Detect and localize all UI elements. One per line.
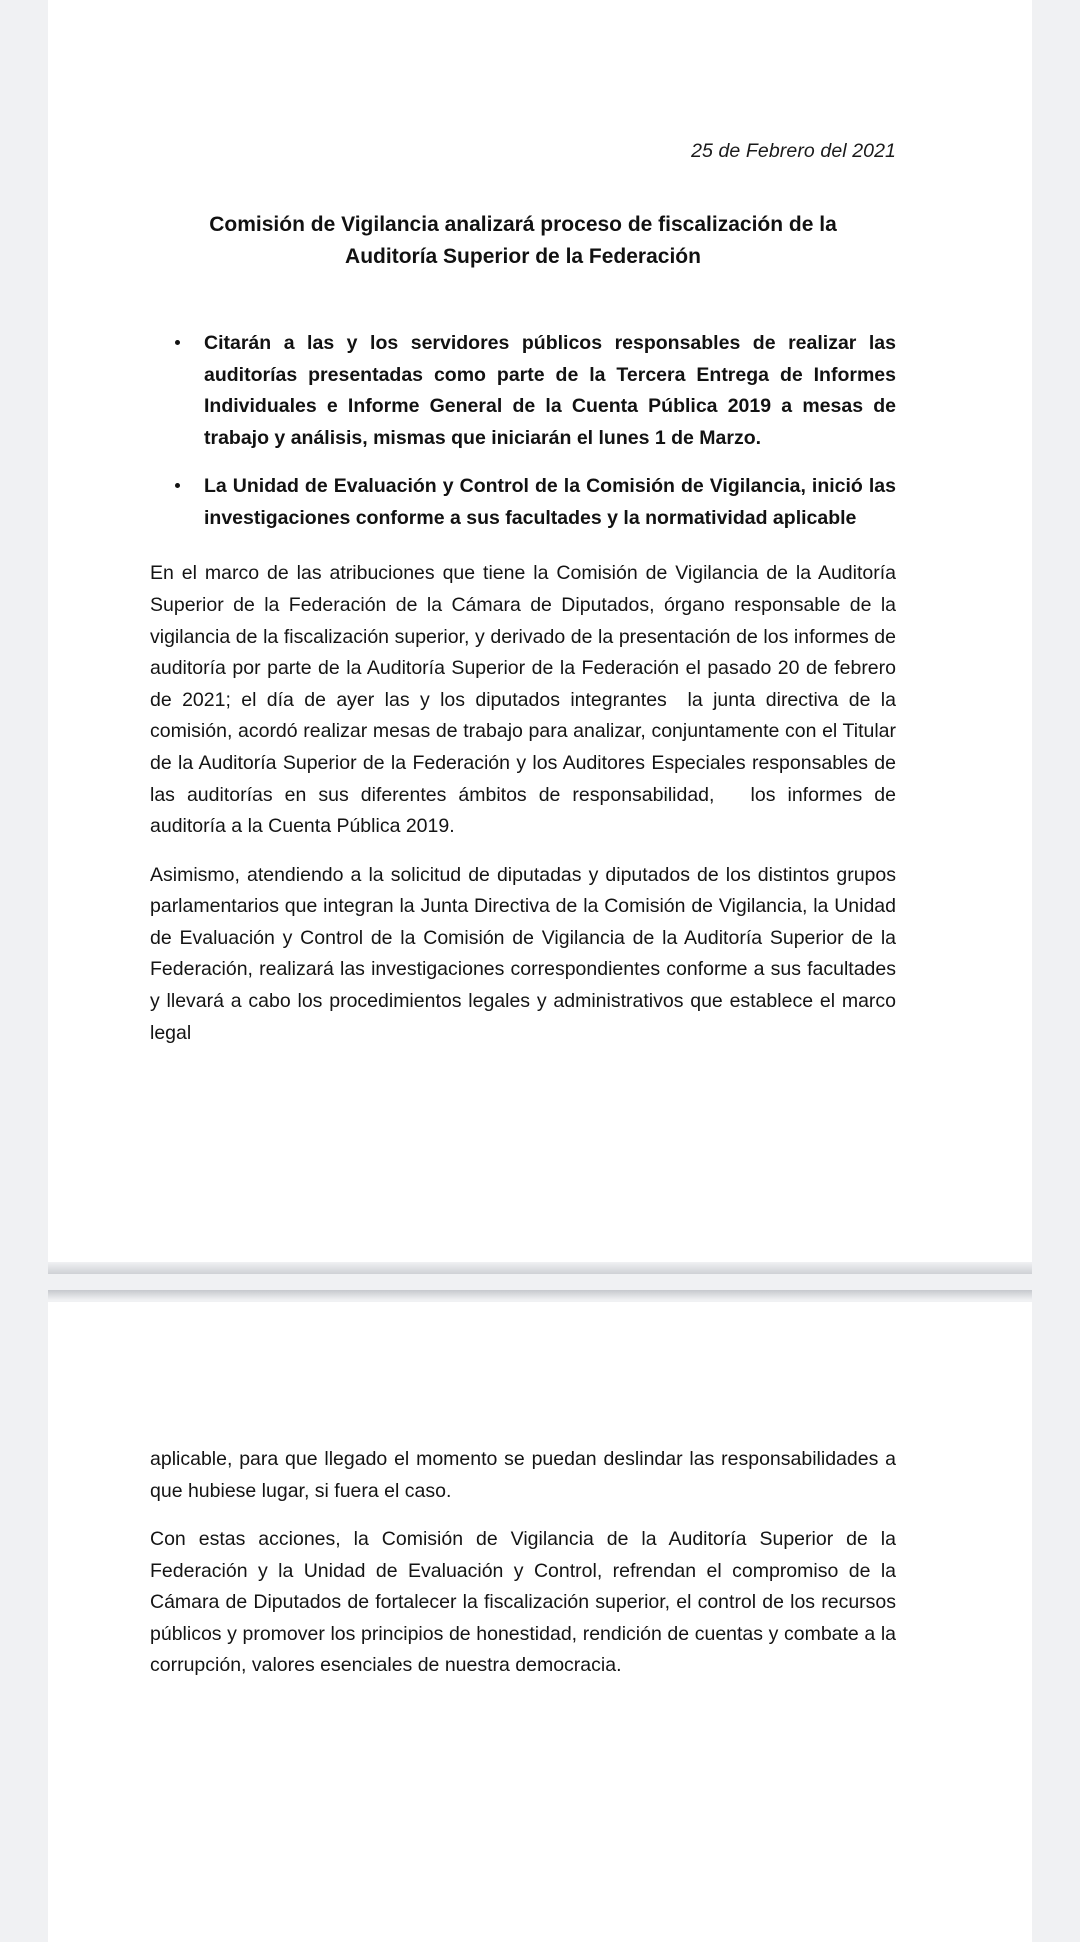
list-item-text: La Unidad de Evaluación y Control de la Comisión de Vigilancia, inició las investigaciones conforme a sus facultades y la normatividad aplicable xyxy=(204,475,896,529)
page1-body xyxy=(150,558,902,1049)
paragraph: aplicable, para que llegado el momento se puedan deslindar las responsabilidades a que hubiese lugar, si fuera el caso. xyxy=(150,1448,902,1502)
document-date: 25 de Febrero del 2021 xyxy=(691,140,896,162)
page-title: Comisión de Vigilancia analizará proceso de fiscalización de la Auditoría Superior de la Federación xyxy=(209,213,837,268)
document-page-2 xyxy=(48,1302,1032,1942)
paragraph: Con estas acciones, la Comisión de Vigilancia de la Auditoría Superior de la Federación y la Unidad de Evaluación y Control, refrendan el compromiso de la Cámara de Diputados de fortalecer la fiscalización superior, el control de los recursos públicos y promover los principios de honestidad, rendición de cuentas y combate a la corrupción, valores esenciales de nuestra democracia. xyxy=(150,1528,902,1677)
list-item xyxy=(150,471,896,534)
page1-content xyxy=(150,140,902,1049)
list-item-text: Citarán a las y los servidores públicos responsables de realizar las auditorías presentadas como parte de la Tercera Entrega de Informes Individuales e Informe General de la Cuenta Pública 2019 a mesas de trabajo y análisis, mismas que iniciarán el lunes 1 de Marzo. xyxy=(204,332,896,449)
key-points-list xyxy=(150,328,896,534)
list-item xyxy=(150,328,896,454)
page1-bottom-shadow xyxy=(48,1262,1032,1274)
page2-top-shadow xyxy=(48,1290,1032,1300)
bullet-dot-icon xyxy=(175,340,180,345)
bullet-dot-icon xyxy=(175,483,180,488)
page2-content xyxy=(150,1444,902,1682)
document-page-1 xyxy=(48,0,1032,1262)
paragraph: En el marco de las atribuciones que tiene la Comisión de Vigilancia de la Auditoría Superior de la Federación de la Cámara de Diputados, órgano responsable de la vigilancia de la fiscalización superior, y derivado de la presentación de los informes de auditoría por parte de la Auditoría Superior de la Federación el pasado 20 de febrero de 2021; el día de ayer las y los diputados integrantes la junta directiva de la comisión, acordó realizar mesas de trabajo para analizar, conjuntamente con el Titular de la Auditoría Superior de la Federación y los Auditores Especiales responsables de las auditorías en sus diferentes ámbitos de responsabilidad, los informes de auditoría a la Cuenta Pública 2019. xyxy=(150,562,902,838)
paragraph: Asimismo, atendiendo a la solicitud de diputadas y diputados de los distintos grupos parlamentarios que integran la Junta Directiva de la Comisión de Vigilancia, la Unidad de Evaluación y Control de la Comisión de Vigilancia de la Auditoría Superior de la Federación, realizará las investigaciones correspondientes conforme a sus facultades y llevará a cabo los procedimientos legales y administrativos que establece el marco legal xyxy=(150,863,902,1044)
